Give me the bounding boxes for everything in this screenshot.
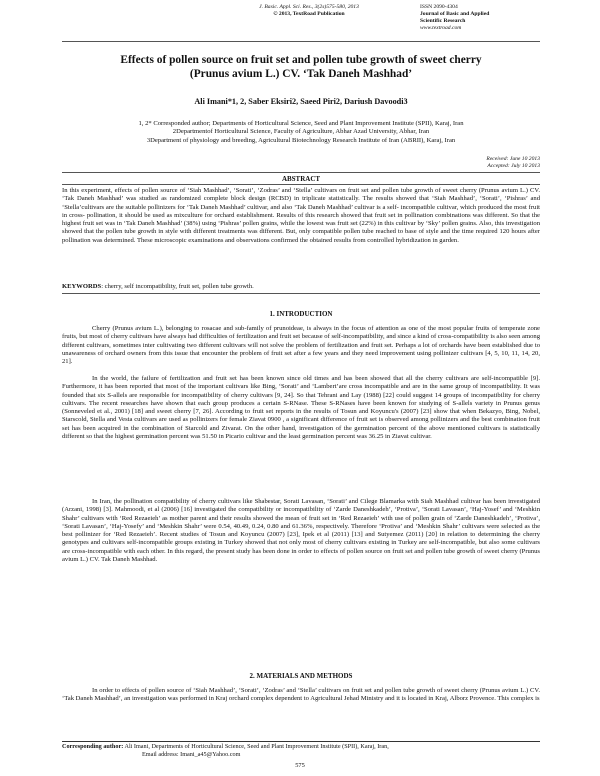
abstract-top-rule	[62, 172, 540, 173]
footnote-label: Corresponding author:	[62, 743, 124, 750]
corresponding-author-footnote	[62, 743, 540, 758]
accepted-date: Accepted: July 10 2013	[487, 163, 540, 169]
footnote-rule	[62, 741, 540, 742]
abstract-text: In this experiment, effects of pollen source of ‘Siah Mashhad’, ‘Sorati’, ‘Zodras’ and ‘Stella’ cultivars on fruit set and pollen tube growth of sweet cherry (Prunus avium L.) CV. ‘Tak Daneh Mashhad’ was studied as randomized complete block design (RCBD) in triplicate statistically. The results showed that ‘Siah Mashhad’, ‘Sorati’, ‘Pishras’ and ‘Stella’cultivars are the suitable pollinizers for ‘Tak Daneh Mashhad’ cultivar, and also ‘Tak Daneh Mashhad’ cultivar is a self- incompatible cultivar, which produced the most fruit in cross- pollination, it should be used as mixculture for orchard establishment. Results of this research showed that fruit set in pollination combinations was different. So that the highest fruit set was in ‘Tak Daneh Mashhad’ (38%) using ‘Pishras’ pollen grains, while the lowest was fruit set (22%) in this cultivar by ‘Sky’ pollen grains. Also, this investigation showed that the pollen tube growth in style with different treatments was different. But, only compatible pollen tube reached to base of style and the time required 120 hours after pollination was determined. These microscopic examinations and observations confirmed the obtained results from controlled hybridization in garden.	[62, 187, 540, 244]
paper-title	[62, 53, 540, 81]
affiliation-2: 2Departmentof Horticultural Science, Faculty of Agriculture, Abhar Azad University, Abhar, Iran	[172, 128, 430, 136]
title-line-1: Effects of pollen source on fruit set and pollen tube growth of sweet cherry	[120, 54, 482, 66]
abstract-heading-rule	[62, 184, 540, 185]
journal-name-line-2: Scientific Research	[420, 18, 466, 24]
abstract-bottom-rule	[62, 293, 540, 294]
journal-block	[420, 4, 540, 32]
footnote-text: Ali Imani, Departments of Horticultural Science, Seed and Plant Improvement Institute (SPII), Karaj, Iran,	[123, 743, 389, 750]
journal-website: www.textroad.com	[420, 25, 462, 31]
abstract-heading: ABSTRACT	[281, 175, 321, 183]
intro-paragraph-1: Cherry (Prunus avium L.), belonging to rosacae and sub-family of prunoideae, is always in the focus of attention as one of the most popular fruits of temperate zone fruits, but most of cherry cultivars have always had difficulties of fertilization and fruit set because of self-incompatibility, and since a kind of cross-compatibility is also seen among different cultivars, sometimes inter cultivating two different cultivars will not solve the problem of fertilization and fruit set. Perhaps a lot of orchards have been established due to unawareness of orchard owners from this issue that encounter the problem of fruit set after a few years and they need improvement using pollinizer cultivars [4, 5, 10, 11, 14, 20, 21].	[62, 325, 540, 366]
keywords	[62, 283, 540, 291]
intro-paragraph-3: In Iran, the pollination compatibility of cherry cultivars like Shabestar, Sorati Lavasan, ‘Sorati’ and Cilege Blamarka with Siah Mashhad cultivar has been investigated (Arzani, 1998) [3]. Mahmoodi, et al (2006) [16] investigated the compatibility or incompatibility of ‘Zarde Daneshkadeh’, ‘Protiva’, ‘Sorati Lavasan’, ‘Haj-Yosef’ and ‘Meshkin Shahr’ cultivars with ‘Red Rezaeieh’ as mother parent and their results showed the mean of fruit set in ‘Red Rezaeieh’ with use of pollen grain of ‘Zarde Daneshkadeh’, ‘Protiva’, ‘Sorati Lavasan’, ‘Haj-Yosefy’ and ‘Meshkin Shahr’ were 0.54, 40.49, 0.24, 0.80 and 61.36%, respectively. Therefore ‘Protiva’ and ‘Meshkin Shahr’ cultivars were selected as the best pollinizer for ‘Red Rezaeieh’. Recent studies of Tosun and Koyuncu (2007) [23], Ipek et al (2011) [13] and Sutyemez (2011) [20] in relation to determining the cherry genotypes and cultivars self-incompatible groups existing in Turkey showed that not only most of cherry cultivars existing in Turkey are self-incompatible, but also some cultivars are cross-incompatible with each other. In this regard, the present study has been done in order to effects of pollen source on fruit set and pollen tube growth of sweet cherry (Prunus avium L.) CV. Tak Daneh Mashhad.	[62, 498, 540, 564]
author-list: Ali Imani*1, 2, Saber Eksiri2, Saeed Piri2, Dariush Davoodi3	[194, 97, 408, 106]
affiliation-1: 1, 2* Corresponded author; Departments of Horticultural Science, Seed and Plant Improvement Institute (SPII), Karaj, Iran	[138, 120, 464, 127]
header-rule	[62, 41, 540, 42]
journal-name-line-1: Journal of Basic and Applied	[420, 11, 490, 17]
author-email: Email address: Imani_a45@Yahoo.com	[142, 750, 241, 758]
materials-heading: 2. MATERIALS AND METHODS	[249, 672, 353, 680]
running-header	[229, 4, 389, 18]
title-line-2: (Prunus avium L.) CV. ‘Tak Daneh Mashhad’	[189, 68, 413, 80]
intro-paragraph-2: In the world, the failure of fertilization and fruit set has been known since old times and has been showed that all the cherry cultivars are self-incompatible [9]. Furthermore, it has been reported that most of the important cultivars like Bing, ‘Sorati’ and ‘Lambert’are cross incompatible and are in the same group of incompatibility. It was founded that six S-allels are responsible for incompatibility of cherry cultivars [9, 24]. So that Tehrani and Lay (1988) [22] could suggest 14 groups of incompatibility for cherry cultivars. The recent researches have shown that each group produces a certain S-RNase. These S-RNases have been known for studying of S-allels variety in Prunus genus (Sonneveled et al., 2001) [18] and sweet cherry [7, 26]. According to fruit set reports in the results of Tosun and Koyuncu's (2007) [23] show that when Bekazyo, Bing, Nobel, Starscold, Stella and Vesta cultivars are used as pollinizers for female Ziavat 0900 , a significant difference of fruit set is observed among pollinizers and the best combination fruit set has been acquired in the combination of Starcold and Zivarat. On the other hand, investigation of the germination percent of the above mentioned cultivars is statistically different so that the highest germination percent was 51.50 in Picario cultivar and the least germination percent was 36.25 in Ziavat cultivar.	[62, 375, 540, 441]
received-date: Received: June 10 2013	[486, 156, 540, 162]
page-number: 575	[295, 762, 305, 769]
journal-reference: J. Basic. Appl. Sci. Res., 3(2s)575-580, 2013	[259, 4, 359, 10]
affiliation-3: 3Department of physiology and breeding, Agricultural Biotechnology Research Institute of Iran (ABRII), Karaj, Iran	[146, 136, 456, 144]
keywords-label: KEYWORDS	[62, 283, 102, 290]
issn: ISSN 2090-4304	[420, 4, 458, 10]
affiliations	[62, 120, 540, 145]
submission-dates	[400, 156, 540, 170]
copyright-notice: © 2013, TextRoad Publication	[273, 11, 345, 17]
materials-paragraph: In order to effects of pollen source of ‘Siah Mashhad’, ‘Sorati’, ‘Zodras’ and ‘Stella’ cultivars on fruit set and pollen tube growth of sweet cherry (Prunus avium L.) CV. ‘Tak Daneh Mashhad’, an investigation was performed in Kraj orchard complex dependent to Agricultural Jehad Ministry and it is located in Kraj, Alborz Provence. This complex is	[62, 687, 540, 703]
introduction-heading: 1. INTRODUCTION	[269, 310, 333, 318]
keywords-text: : cherry, self incompatibility, fruit set, pollen tube growth.	[101, 283, 254, 290]
